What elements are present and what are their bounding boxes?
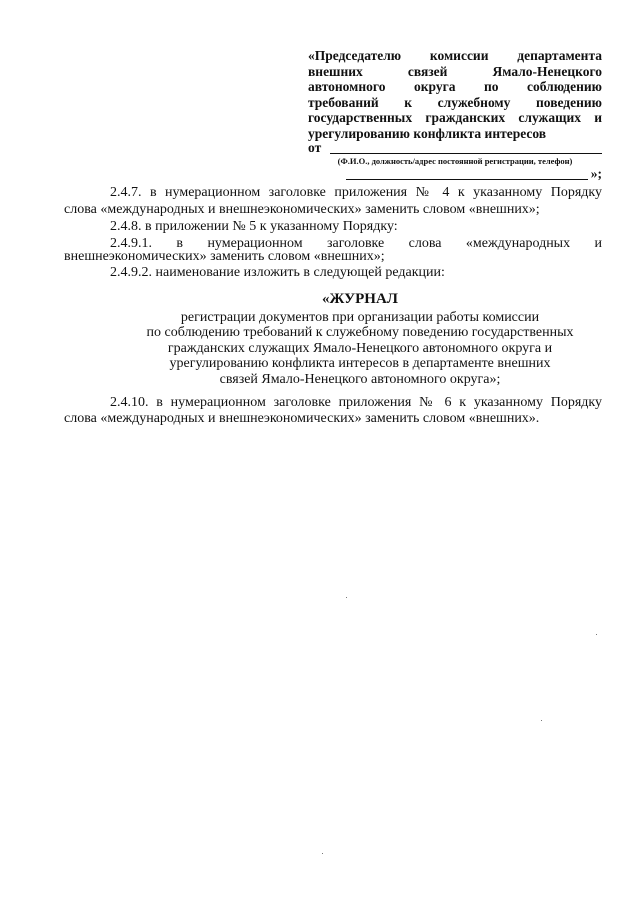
journal-line: по соблюдению требований к служебному поведению государственных [146,325,574,340]
from-field-row [308,140,602,156]
addressee-line: «Председателю комиссии департамента [308,48,602,63]
addressee-line: внешних связей Ямало-Ненецкого [308,63,602,79]
addressee-line: требований к служебному поведению [308,94,602,110]
journal-title: «ЖУРНАЛ [322,291,398,307]
journal-line: гражданских служащих Ямало-Ненецкого автономного округа и [167,340,553,356]
scan-speck [322,853,323,854]
scan-speck [541,720,542,721]
closing-field-row [308,166,602,182]
paragraph-2-4-9-2: 2.4.9.2. наименование изложить в следующей редакции: [110,265,445,280]
addressee-line: урегулированию конфликта интересов [308,125,547,141]
paragraph-2-4-10-line2: слова «международных и внешнеэкономических» заменить словом «внешних». [64,411,540,426]
scan-speck [596,634,597,635]
paragraph-2-4-9-1-line2: внешнеэкономических» заменить словом «внешних»; [64,249,385,264]
closing-fill-line [346,179,588,180]
from-label: от [308,140,322,155]
journal-heading-block [100,292,620,387]
addressee-line: автономного округа по соблюдению [308,79,602,94]
fio-note: (Ф.И.О., должность/адрес постоянной регистрации, телефон) [337,156,573,166]
paragraph-2-4-9-1-line1: 2.4.9.1. в нумерационном заголовке слова «международных и [110,236,602,251]
addressee-line: государственных гражданских служащих и [308,110,602,125]
scan-speck [346,597,347,598]
closing-quote: »; [590,166,602,181]
from-fill-line [330,153,602,154]
paragraph-2-4-8: 2.4.8. в приложении № 5 к указанному Порядку: [110,219,398,234]
journal-line: регистрации документов при организации работы комиссии [180,309,540,325]
addressee-block [308,48,602,181]
journal-line: связей Ямало-Ненецкого автономного округа»; [219,371,501,387]
paragraph-2-4-7-line2: слова «международных и внешнеэкономических» заменить словом «внешних»; [64,202,540,217]
paragraph-2-4-10-line1: 2.4.10. в нумерационном заголовке приложения № 6 к указанному Порядку [110,395,602,410]
paragraph-2-4-7-line1: 2.4.7. в нумерационном заголовке приложения № 4 к указанному Порядку [110,185,602,200]
journal-line: урегулированию конфликта интересов в департаменте внешних [169,356,551,371]
